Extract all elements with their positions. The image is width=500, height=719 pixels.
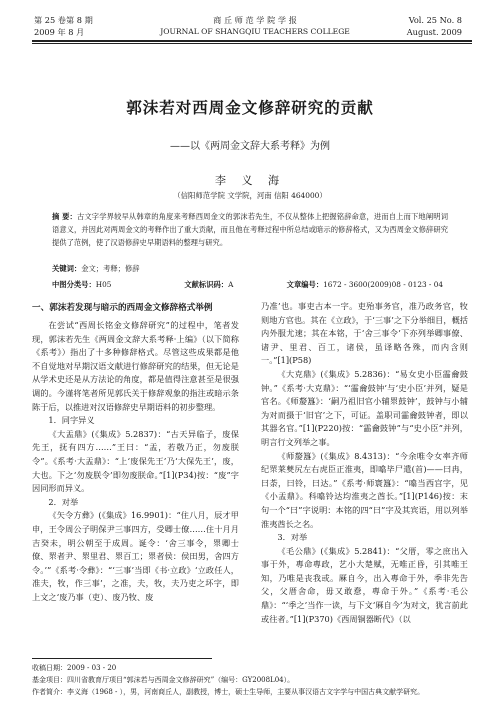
- subsection-heading: 1．同字异义: [48, 415, 95, 426]
- volume-issue-line: 第 25 卷第 8 期: [34, 15, 93, 25]
- date-line: 2009 年 8 月: [34, 27, 85, 37]
- paragraph: 在尝试“西周长铭金文修辞研究”的过程中，笔者发现，郭沫若先生《两周金文辞大系考释·上编》（以下简称《系考》）指出了十多种修辞格式。尽管这些成果都是他不自觉地对早期汉语文献进行修辞研究的结果，但无论是从学术史还是从方法论的角度，都是值得注意甚至是很强调的。今谨将笔者所见郭氏关于修辞观象的指注或暗示条陈于后，以推进对汉语修辞史早期语料的初步整理。: [32, 320, 239, 412]
- doc-code-value: A: [228, 280, 234, 289]
- section-heading: 一、郭沫若发现与暗示的西周金文修辞格式举例: [32, 303, 213, 313]
- keywords-text: 金文；考释；修辞: [81, 264, 140, 273]
- paragraph: 《毛公鼎》(《集成》5.2841)：“父厝，零之庶出入事于外，專命專政，艺小大楚赋，无唯正昏，引其唯王知，乃唯是丧我或。厤自今，出入專命于外，季非先告父，父厝舍命，毋又敢惷，專命于外。”《系考·毛公鼎》：“‘季之’当作一读，与下文‘厤自今’为对文，犹言前此或往者。”[1](P370)《西周铜器断代》（以: [261, 545, 468, 624]
- author-bio: 作者简介：李义海（1968 - ），男，河南商丘人，副教授，博士，硕士生导师，主要从事汉语古文字学与中国古典文献学研究。: [32, 688, 425, 696]
- journal-name-chinese: 商 丘 师 范 学 院 学 报: [213, 15, 297, 25]
- clc-value: H05: [95, 280, 112, 289]
- subsection-heading: 3．对举: [277, 532, 308, 543]
- classification-line: [52, 280, 472, 290]
- clc-label: 中图分类号：: [52, 280, 96, 289]
- doc-code-label: 文献标识码：: [184, 280, 229, 289]
- abstract-label: 摘 要：: [52, 212, 77, 221]
- footnotes: [32, 662, 472, 698]
- article-number: [287, 280, 443, 290]
- article-no-value: 1672 - 3600(2009)08 - 0123 - 04: [323, 280, 443, 289]
- header-rule-bottom: [32, 43, 472, 44]
- keywords-label: 关键词：: [52, 264, 82, 273]
- volume-issue-english-line: Vol. 25 No. 8: [408, 15, 462, 25]
- subsection-heading: 2．对举: [48, 496, 79, 507]
- date-english-line: August. 2009: [406, 27, 462, 37]
- paragraph: 《大克鼎》(《集成》5.2836)：“易女史小臣霝龠鼓钟。”《系考·大克鼎》：“‘霝龠鼓钟’与‘史小臣’并列，疑是官名。《师嫠簋》：‘嗣乃祖旧官小辅眔鼓钟’，鼓钟与小辅为对而摄于‘旧官’之下，可证。盖职司霝龠鼓钟者，即以其器名官。”[1](P220)按：“霝龠鼓钟”与“史小臣”并列，明言行文列举之事。: [261, 368, 468, 447]
- document-code: [184, 280, 284, 290]
- journal-name-english: JOURNAL OF SHANGQIU TEACHERS COLLEGE: [160, 27, 350, 36]
- footnote-rule: [32, 658, 212, 659]
- journal-volume-issue-english: [407, 14, 462, 38]
- paragraph: 《师嫠簋》(《集成》8.4313)：“今余唯令女率齐师纪眔莱僰尻左右虎臣正淮夷，即噏毕尸遣(首)——曰冉，曰荼，曰铃，曰达。”《系考·师寰簋》：“噏当西宫字，见《小盂鼎》。科噏铃达均淮夷之酋长。”[1](P146)按：末句一个“曰”字说明：本铭的四“曰”字及其宾语，用以列举淮夷酋长之名。: [261, 450, 468, 529]
- received-date: 收稿日期：2009 - 03 - 20: [32, 664, 117, 672]
- paragraph: 《大盂鼎》(《集成》5.2837)：“古天异临子，废保先王，抚有四方……”王曰：“盂，若敬乃正，勿废朕令”。《系考·大盂鼎》：“上‘废保先王’乃‘大保先王’，废，大也。下之‘勿废朕令’即勿废朕命。”[1](P34)按：“废”字因同形而异义。: [32, 428, 239, 494]
- body-column-left: [32, 300, 239, 604]
- paragraph: 《矢令方彝》(《集成》16.9901)：“住八月，辰才甲申，王令周公子明保尹三事四方，受卿士僚……住十月月吉癸未，明公朝至于成周。诞令：‘舍三事令，眔卿士僚、眔者尹、眔里君、眔百工；眔者侯：侯田男，舍四方令。’”《系考·令彝》：“‘三事’当即《书·立政》‘立政任人，准夫，牧，作三事’，之准，夫，牧，夫乃吏之坏字，即上文之‘废乃事（吏）、废乃牧、废: [32, 510, 239, 602]
- fund-info: 基金项目：四川省教育厅项目“郭沫若与西周金文修辞研究”（编号：GY2008L04）。: [32, 676, 295, 684]
- article-title: 郭沫若对西周金文修辞研究的贡献: [126, 98, 374, 117]
- body-column-right: [261, 300, 468, 626]
- keywords: [52, 264, 448, 274]
- author-affiliation: （信阳师范学院 文学院，河南 信阳 464000）: [173, 191, 327, 200]
- journal-name: [140, 14, 370, 38]
- article-no-label: 文章编号：: [286, 280, 324, 289]
- author-name: 李 义 海: [215, 174, 285, 187]
- article-subtitle: ——以《两周金文辞大系考释》为例: [170, 141, 330, 152]
- abstract: [52, 210, 448, 249]
- clc-code: [52, 280, 182, 290]
- paragraph: 乃准’也。事吏古本一字。吏殆事务官，准乃政务官，牧则地方官也。其在《立政》，于‘三事’之下分举细目，概括内外服尤速；其在本铭，于‘舍三事令’下亦列举卿事僚、诸尹、里君、百工，诸侯，虽译略各殊，而内含则一。”[1](P58): [261, 301, 468, 366]
- abstract-text: 古文字学界较早从韩章的角度来考释西周金文的郭沫若先生，不仅从整体上把握铭辞命意，进而自上而下地阐明词语意义，并因此对两周金文的考释作出了重大贡献，而且他在考释过程中所总结或暗示的修辞格式，又为西周金文修辞研究提供了范例，使了汉语修辞史早期语料的整理与研究。: [52, 212, 449, 247]
- journal-volume-issue: [34, 14, 93, 38]
- header-rule-top: [32, 40, 472, 42]
